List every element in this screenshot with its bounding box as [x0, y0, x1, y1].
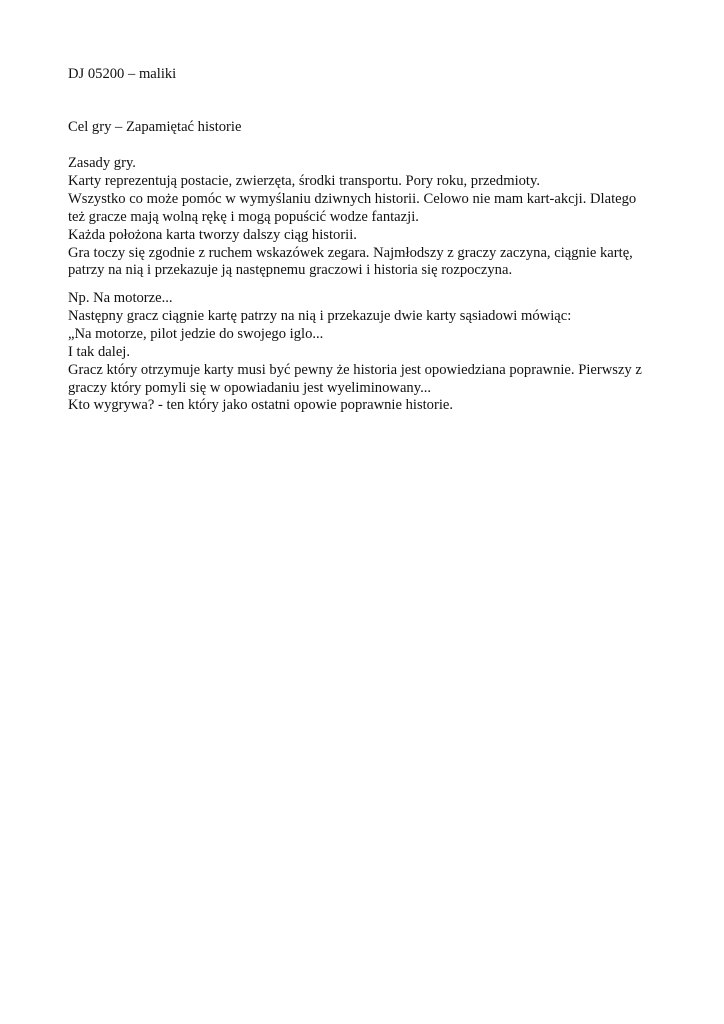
goal-line: Cel gry – Zapamiętać historie	[68, 119, 242, 135]
example-section	[68, 290, 668, 415]
document-title	[68, 66, 668, 84]
example-line: „Na motorze, pilot jedzie do swojego iglo...	[68, 325, 324, 342]
example-line: Następny gracz ciągnie kartę patrzy na nią i przekazuje dwie karty sąsiadowi mówiąc:	[68, 307, 572, 324]
rules-line: Gra toczy się zgodnie z ruchem wskazówek zegara. Najmłodszy z graczy zaczyna, ciągnie kartę,	[68, 244, 633, 261]
title-line: DJ 05200 – maliki	[68, 66, 177, 82]
rules-line: Wszystko co może pomóc w wymyślaniu dziwnych historii. Celowo nie mam kart-akcji. Dlatego	[68, 190, 637, 207]
example-line: Gracz który otrzymuje karty musi być pewny że historia jest opowiedziana poprawnie. Pierwszy z	[68, 361, 642, 378]
game-goal	[68, 119, 668, 137]
rules-line: Każda położona karta tworzy dalszy ciąg historii.	[68, 226, 357, 243]
rules-heading: Zasady gry.	[68, 155, 136, 171]
example-line: I tak dalej.	[68, 343, 130, 360]
example-line: graczy który pomyli się w opowiadaniu jest wyeliminowany...	[68, 379, 432, 396]
example-line: Kto wygrywa? - ten który jako ostatni opowie poprawnie historie.	[68, 397, 454, 414]
rules-line: Karty reprezentują postacie, zwierzęta, środki transportu. Pory roku, przedmioty.	[68, 172, 540, 189]
rules-section	[68, 155, 668, 280]
rules-line: też gracze mają wolną rękę i mogą popuścić wodze fantazji.	[68, 208, 419, 225]
rules-line: patrzy na nią i przekazuje ją następnemu graczowi i historia się rozpoczyna.	[68, 262, 513, 279]
example-line: Np. Na motorze...	[68, 290, 173, 306]
